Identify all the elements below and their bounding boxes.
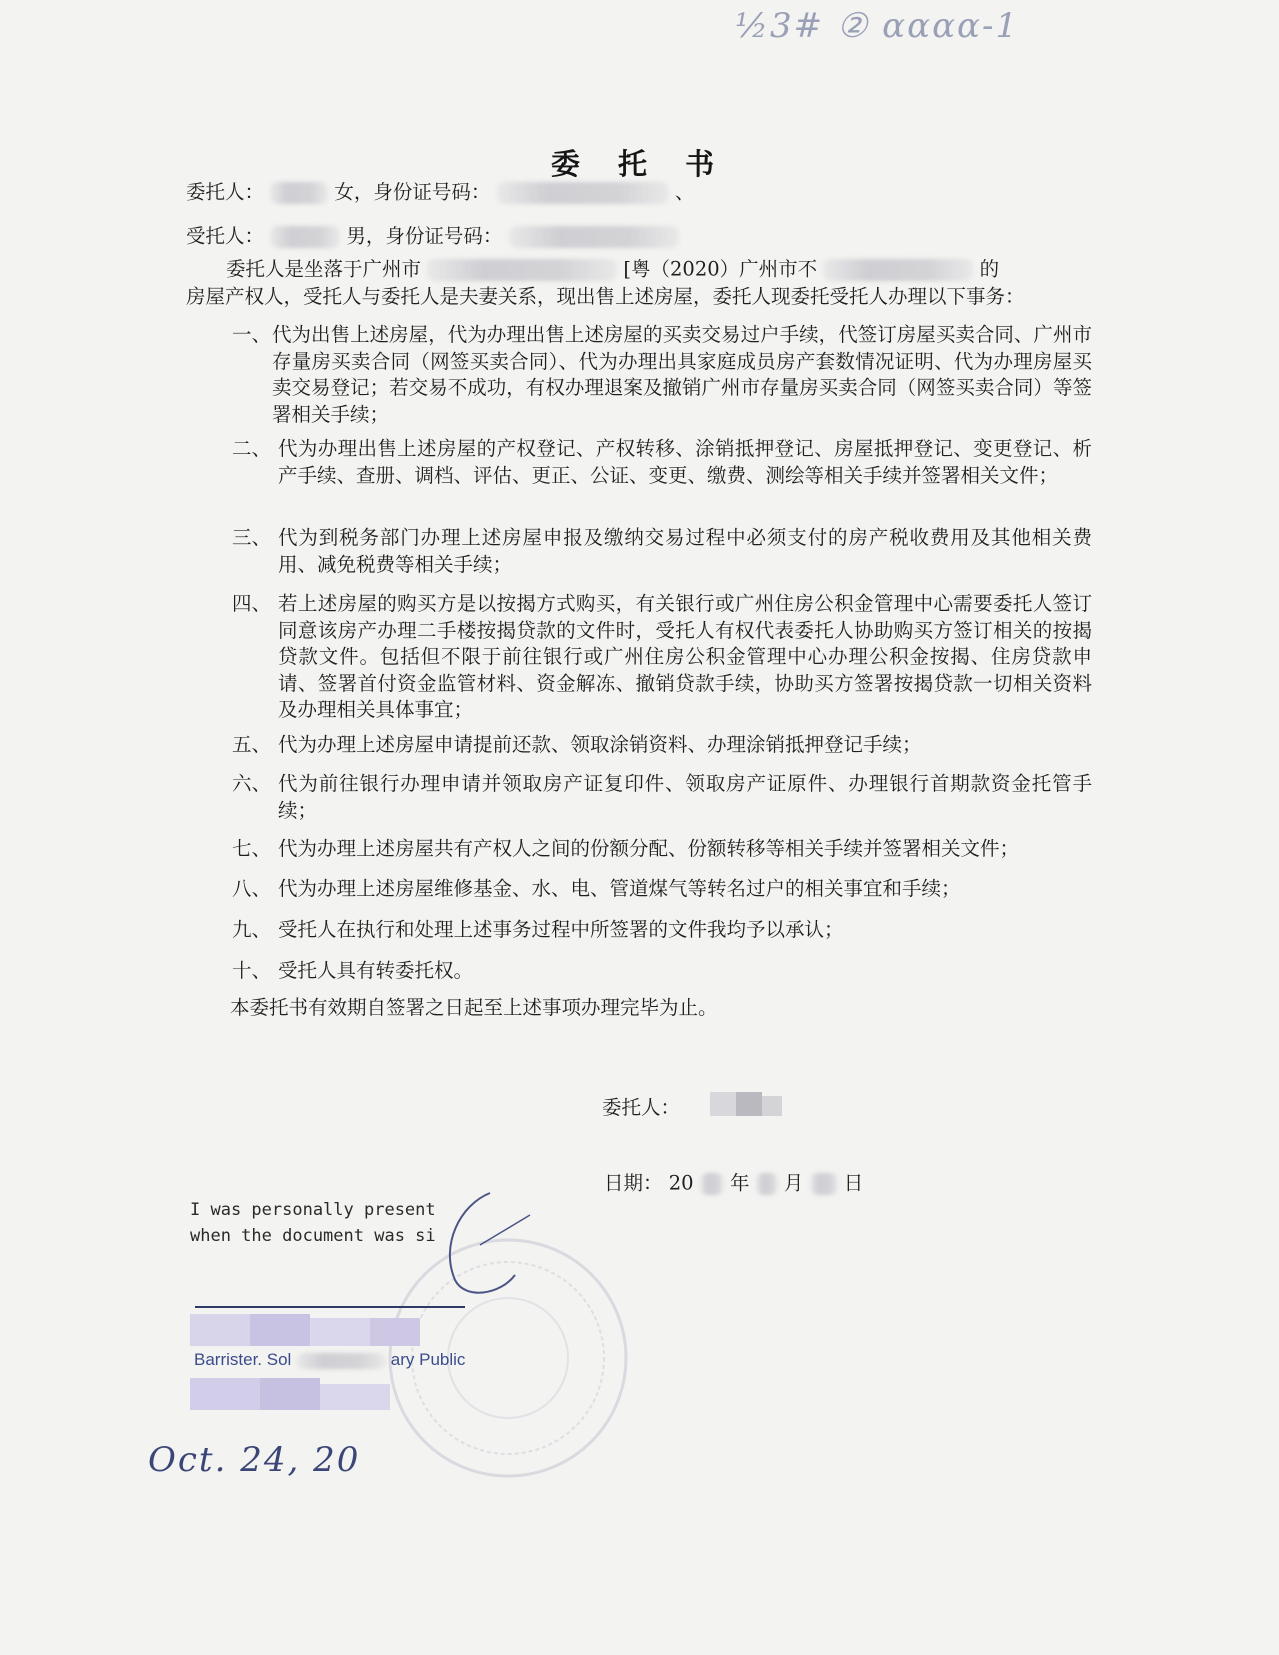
item-text: 受托人具有转委托权。 bbox=[278, 959, 474, 982]
document-title: 委 托 书 bbox=[550, 147, 729, 181]
list-item bbox=[232, 836, 1092, 863]
item-text: 代为办理上述房屋维修基金、水、电、管道煤气等转名过户的相关事宜和手续； bbox=[278, 877, 961, 900]
item-number: 三、 bbox=[232, 526, 272, 549]
list-item bbox=[232, 917, 1092, 944]
redacted-agent-name bbox=[270, 226, 340, 248]
item-number: 六、 bbox=[232, 772, 272, 795]
intro-text-a: 委托人是坐落于广州市 bbox=[226, 257, 422, 281]
agent-line bbox=[186, 226, 679, 248]
redacted-signature bbox=[700, 1086, 790, 1126]
notary-statement-line-2: when the document was si bbox=[190, 1226, 436, 1246]
intro-line-2: 房屋产权人，受托人与委托人是夫妻关系，现出售上述房屋，委托人现委托受托人办理以下事务： bbox=[186, 285, 1025, 308]
list-item bbox=[232, 771, 1092, 824]
redacted-month bbox=[756, 1173, 778, 1195]
redacted-principal-id bbox=[497, 182, 669, 204]
redacted-year bbox=[700, 1173, 724, 1195]
intro-text-c: 的 bbox=[979, 257, 1000, 281]
item-number: 八、 bbox=[232, 877, 272, 900]
redacted-cert-no bbox=[823, 259, 973, 281]
date-line bbox=[604, 1173, 863, 1195]
notary-title-start: Barrister. Sol bbox=[194, 1350, 292, 1369]
principal-gender-id: 女，身份证号码： bbox=[334, 180, 491, 204]
list-item bbox=[232, 958, 1092, 985]
item-text: 代为办理出售上述房屋的产权登记、产权转移、涂销抵押登记、房屋抵押登记、变更登记、析产手续、查册、调档、评估、更正、公证、变更、缴费、测绘等相关手续并签署相关文件； bbox=[278, 437, 1092, 487]
item-text: 代为办理上述房屋申请提前还款、领取涂销资料、办理涂销抵押登记手续； bbox=[278, 733, 922, 756]
principal-line bbox=[186, 182, 694, 204]
redacted-address bbox=[427, 259, 617, 281]
item-number: 四、 bbox=[232, 592, 272, 615]
date-label: 日期： bbox=[604, 1171, 663, 1195]
item-text: 若上述房屋的购买方是以按揭方式购买，有关银行或广州住房公积金管理中心需要委托人签订同意该房产办理二手楼按揭贷款的文件时，受托人有权代表委托人协助购买方签订相关的按揭贷款文件。包括但不限于前往银行或广州住房公积金管理中心办理公积金按揭、住房贷款申请、签署首付资金监管材料、资金解冻、撤销贷款手续，协助买方签署按揭贷款一切相关资料及办理相关具体事宜； bbox=[278, 592, 1092, 721]
top-handwritten-note: ½3# ② ɑɑɑɑ-1 bbox=[735, 6, 1020, 46]
list-item bbox=[232, 591, 1092, 724]
date-year: 20 bbox=[668, 1171, 694, 1195]
principal-label: 委托人： bbox=[186, 180, 265, 204]
item-text: 代为到税务部门办理上述房屋申报及缴纳交易过程中必须支付的房产税收费用及其他相关费用、减免税费等相关手续； bbox=[278, 526, 1092, 576]
item-text: 受托人在执行和处理上述事务过程中所签署的文件我均予以承认； bbox=[278, 918, 844, 941]
item-text: 代为前往银行办理申请并领取房产证复印件、领取房产证原件、办理银行首期款资金托管手续； bbox=[278, 772, 1092, 822]
intro-line-1 bbox=[226, 259, 999, 281]
date-day-char: 日 bbox=[843, 1171, 864, 1195]
item-number: 七、 bbox=[232, 837, 272, 860]
redacted-day bbox=[810, 1173, 838, 1195]
notary-handwritten-date: Oct. 24, 20 bbox=[148, 1440, 361, 1480]
item-text: 代为办理上述房屋共有产权人之间的份额分配、份额转移等相关手续并签署相关文件； bbox=[278, 837, 1020, 860]
item-text: 代为出售上述房屋，代为办理出售上述房屋的买卖交易过户手续，代签订房屋买卖合同、广州市存量房买卖合同（网签买卖合同）、代为办理出具家庭成员房产套数情况证明、代为办理房屋买卖交易登记；若交易不成功，有权办理退案及撤销广州市存量房买卖合同（网签买卖合同）等签署相关手续； bbox=[272, 323, 1092, 426]
agent-label: 受托人： bbox=[186, 224, 265, 248]
item-number: 十、 bbox=[232, 959, 272, 982]
list-item bbox=[232, 525, 1092, 578]
intro-text-b: [粤（2020）广州市不 bbox=[623, 257, 818, 281]
item-number: 九、 bbox=[232, 918, 272, 941]
principal-trail: 、 bbox=[674, 180, 695, 204]
notary-title-end: ary Public bbox=[390, 1350, 466, 1369]
redacted-notary-title bbox=[296, 1353, 386, 1369]
signature-line bbox=[602, 1098, 680, 1118]
redacted-agent-id bbox=[509, 226, 679, 248]
notary-signature-line bbox=[195, 1306, 465, 1308]
item-number: 一、 bbox=[232, 323, 272, 346]
item-number: 二、 bbox=[232, 437, 272, 460]
list-item bbox=[232, 436, 1092, 489]
item-number: 五、 bbox=[232, 733, 272, 756]
date-year-char: 年 bbox=[729, 1171, 750, 1195]
date-month-char: 月 bbox=[783, 1171, 804, 1195]
notary-title bbox=[194, 1350, 465, 1370]
list-item bbox=[232, 876, 1092, 903]
notary-statement-line-1: I was personally present bbox=[190, 1200, 436, 1220]
validity-clause: 本委托书有效期自签署之日起至上述事项办理完毕为止。 bbox=[230, 996, 718, 1019]
notary-signature-stroke bbox=[420, 1185, 540, 1315]
redacted-principal-name bbox=[270, 182, 328, 204]
agent-gender-id: 男，身份证号码： bbox=[346, 224, 503, 248]
list-item bbox=[232, 322, 1092, 428]
signature-label: 委托人： bbox=[602, 1096, 681, 1119]
list-item bbox=[232, 732, 1092, 759]
